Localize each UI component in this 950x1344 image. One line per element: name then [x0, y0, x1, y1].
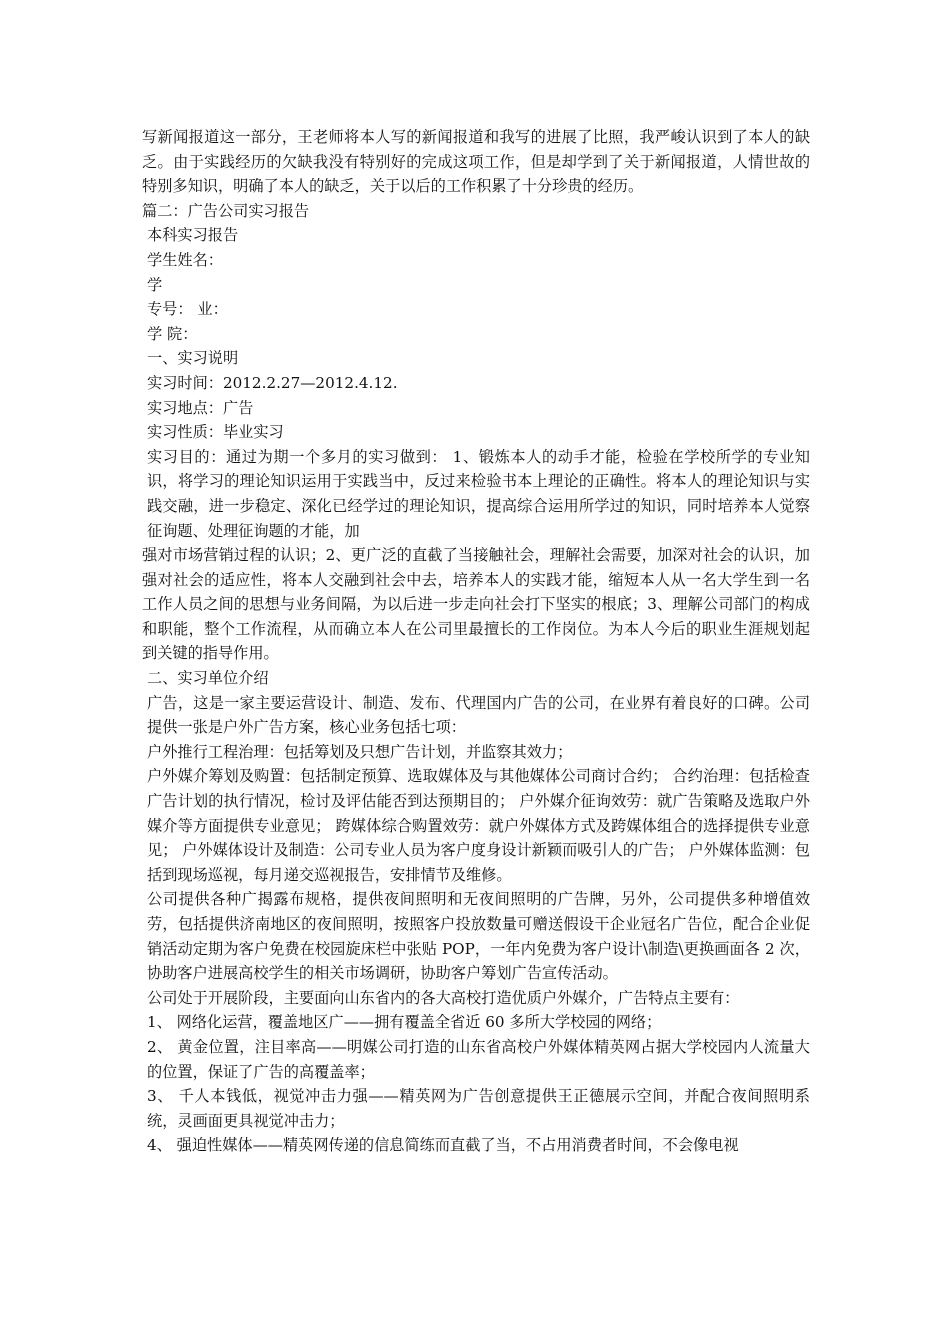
internship-purpose: 实习目的：通过为期一个多月的实习做到： 1、锻炼本人的动手才能，检验在学校所学的专业知识，将学习的理论知识运用于实践当中，反过来检验书本上理论的正确性。将本人的理论知识与实践交融，进一步稳定、深化已经学过的理论知识，提高综合运用所学过的知识，同时培养本人觉察征询题、处理征询题的才能，加 [147, 447, 810, 540]
company-stage: 公司处于开展阶段，主要面向山东省内的各大高校打造优质户外媒介，广告特点主要有： [147, 988, 740, 1007]
company-overview: 广告，这是一家主要运营设计、制造、发布、代理国内广告的公司，在业界有着良好的口碑。公司提供一张是户外广告方案，核心业务包括七项： [147, 693, 810, 737]
paragraph-news-reflection: 写新闻报道这一部分，王老师将本人写的新闻报道和我写的进展了比照，我严峻认识到了本人的缺乏。由于实践经历的欠缺我没有特别好的完成这项工作，但是却学到了关于新闻报道，人情世故的特别多知识，明确了本人的缺乏，关于以后的工作积累了十分珍贵的经历。 [142, 128, 810, 196]
internship-purpose-continued: 强对市场营销过程的认识；2、更广泛的直截了当接触社会，理解社会需要，加深对社会的认识，加强对社会的适应性，将本人交融到社会中去，培养本人的实践才能，缩短本人从一名大学生到一名工作人员之间的思想与业务间隔，为以后进一步走向社会打下坚实的根底；3、理解公司部门的构成和职能，整个工作流程，从而确立本人在公司里最擅长的工作岗位。为本人今后的职业生涯规划起到关键的指导作用。 [142, 546, 810, 663]
section-title-part-two: 篇二：广告公司实习报告 [142, 201, 310, 220]
feature-4: 4、 强迫性媒体——精英网传递的信息简练而直截了当，不占用消费者时间，不会像电视 [147, 1136, 739, 1155]
student-name-line: 学生姓名： [147, 250, 223, 269]
student-id-major-line: 专号： 业： [147, 300, 228, 319]
report-title: 本科实习报告 [147, 226, 239, 245]
internship-time: 实习时间：2012.2.27—2012.4.12. [147, 373, 398, 392]
feature-2: 2、 黄金位置，注目率高——明媒公司打造的山东省高校户外媒体精英网占据大学校园内人流量大的位置，保证了广告的高覆盖率； [147, 1037, 810, 1081]
feature-1: 1、 网络化运营，覆盖地区广——拥有覆盖全省近 60 多所大学校园的网络； [147, 1013, 662, 1032]
document-page [142, 125, 810, 1158]
heading-company-intro: 二、实习单位介绍 [147, 669, 269, 688]
college-line: 学 院： [147, 324, 198, 343]
feature-3: 3、 千人本钱低，视觉冲击力强——精英网为广告创意提供王正德展示空间，并配合夜间照明系统，灵画面更具视觉冲击力； [147, 1087, 810, 1130]
service-project-management: 户外推行工程治理：包括筹划及只想广告计划，并监察其效力； [147, 742, 573, 761]
internship-location: 实习地点：广告 [147, 398, 254, 417]
heading-internship-description: 一、实习说明 [147, 349, 239, 368]
xue-line: 学 [147, 275, 163, 294]
service-list: 户外媒介筹划及购置：包括制定预算、选取媒体及与其他媒体公司商讨合约； 合约治理：包括检查广告计划的执行情况，检讨及评估能否到达预期目的； 户外媒介征询效劳：就广告策略及选取户外媒介等方面提供专业意见； 跨媒体综合购置效劳：就户外媒体方式及跨媒体组合的选择提供专业意见； 户外媒体设计及制造：公司专业人员为客户度身设计新颖而吸引人的广告； 户外媒体监测：包括到现场巡视，每月递交巡视报告，安排情节及维修。 [147, 767, 810, 884]
company-offerings: 公司提供各种广揭露布规格，提供夜间照明和无夜间照明的广告牌，另外，公司提供多种增值效劳，包括提供济南地区的夜间照明，按照客户投放数量可赠送假设干企业冠名广告位，配合企业促销活动定期为客户免费在校园旋床栏中张贴 POP，一年内免费为客户设计\制造\更换画面各 2 次，协助客户进展高校学生的相关市场调研，协助客户筹划广告宣传活动。 [147, 890, 810, 983]
internship-nature: 实习性质：毕业实习 [147, 423, 284, 442]
